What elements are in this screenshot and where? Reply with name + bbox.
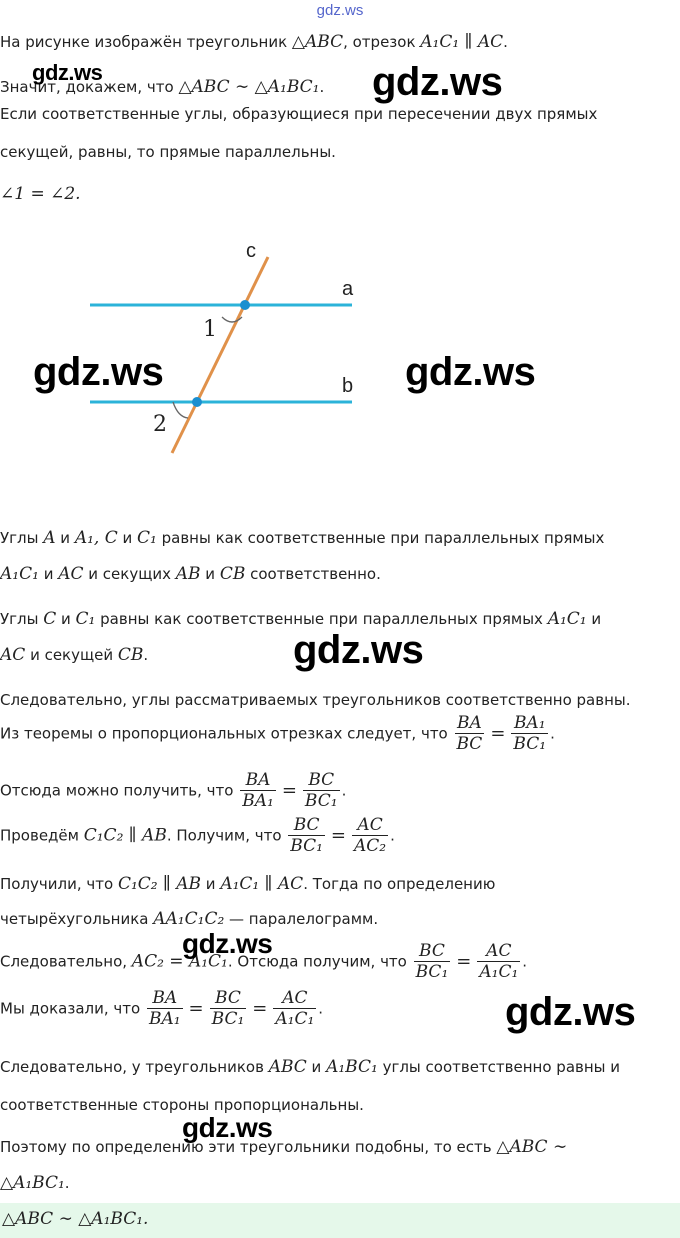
equals: = <box>252 998 268 1019</box>
watermark: gdz.ws <box>372 60 503 104</box>
watermark-header: gdz.ws <box>316 2 364 19</box>
math: A₁, C <box>74 528 118 548</box>
text: Отсюда можно получить, что <box>0 781 239 800</box>
text: и <box>56 610 76 628</box>
text: . <box>550 724 555 743</box>
text: . <box>143 646 149 664</box>
p2-line-2 <box>0 644 148 666</box>
text: и секущей <box>25 646 118 664</box>
p8 <box>0 908 378 930</box>
math: C <box>43 609 57 629</box>
fraction: $\frac{AC}{\text{A₁C₁}}$ <box>275 988 315 1029</box>
p3: Следовательно, углы рассматриваемых треугольников соответственно равны. <box>0 691 631 709</box>
watermark: gdz.ws <box>182 1112 273 1143</box>
intersection-point-b <box>192 397 202 407</box>
math: C₁C₂ ∥ AB <box>83 825 167 846</box>
fraction: $\frac{BA}{\text{BA₁}}$ <box>242 770 274 811</box>
text: . Получим, что <box>166 826 287 845</box>
text: На рисунке изображён треугольник <box>0 33 292 51</box>
intro-line-4: секущей, равны, то прямые параллельны. <box>0 143 336 161</box>
answer-math: △ABC ∼ △A₁BC₁. <box>2 1209 149 1229</box>
fraction: $\frac{AC}{\text{A₁C₁}}$ <box>479 941 519 982</box>
fraction: $\frac{BC}{\text{BC₁}}$ <box>415 941 449 982</box>
text: четырёхугольника <box>0 910 154 928</box>
text: Углы <box>0 610 44 628</box>
fraction: $\frac{\text{BA₁}}{\text{BC₁}}$ <box>513 713 547 754</box>
math: A₁C₁ ∥ AC <box>220 874 304 894</box>
fraction: $\frac{BC}{\text{BC₁}}$ <box>211 988 245 1029</box>
math: A₁BC₁ <box>326 1057 378 1077</box>
text: Мы доказали, что <box>0 999 145 1018</box>
text: соответственно. <box>245 565 381 583</box>
text: — паралелограмм. <box>224 910 379 928</box>
math: AA₁C₁C₂ <box>153 909 225 929</box>
text: и <box>38 565 59 583</box>
watermark: gdz.ws <box>33 350 164 394</box>
math: AB <box>175 564 201 584</box>
label-c: c <box>246 240 256 262</box>
p14 <box>0 1172 70 1194</box>
text: углы соответственно равны и <box>377 1058 621 1076</box>
fraction: $\frac{BC}{\text{BC₁}}$ <box>304 770 338 811</box>
equals: = <box>281 780 297 801</box>
equals: = <box>490 723 506 744</box>
math: △ABC ∼ △A₁BC₁ <box>178 77 320 97</box>
text: . <box>522 952 528 971</box>
fraction: $\frac{BA}{BC}$ <box>456 713 483 754</box>
answer-box <box>0 1203 680 1238</box>
equals: = <box>188 998 204 1019</box>
p7 <box>0 873 495 895</box>
text: Следовательно, у треугольников <box>0 1058 269 1076</box>
label-b: b <box>342 375 354 397</box>
text: Значит, докажем, что <box>0 78 179 96</box>
math: △ABC ∼ <box>496 1137 568 1157</box>
text: , отрезок <box>343 33 421 51</box>
text: . Тогда по определению <box>303 875 496 893</box>
text: и <box>306 1058 327 1076</box>
watermark: gdz.ws <box>32 60 103 85</box>
watermark: gdz.ws <box>182 928 273 959</box>
p6 <box>0 815 395 856</box>
math: C₁ <box>137 528 157 548</box>
math: ABC <box>268 1057 307 1077</box>
text: равны как соответственные при параллельных прямых <box>156 529 605 547</box>
math: AC <box>0 645 26 665</box>
p4 <box>0 713 555 754</box>
text: Поэтому по определению эти треугольники подобны, то есть <box>0 1138 497 1156</box>
p10 <box>0 988 323 1029</box>
text: . Отсюда получим, что <box>227 952 412 971</box>
intersection-point-a <box>240 300 250 310</box>
text: . <box>319 78 325 96</box>
text: . <box>64 1174 70 1192</box>
text: и <box>117 529 138 547</box>
text: Из теоремы о пропорциональных отрезках следует, что <box>0 724 453 743</box>
fraction: $\frac{BA}{\text{BA₁}}$ <box>148 988 181 1029</box>
fraction: $\frac{BC}{\text{BC₁}}$ <box>290 815 323 856</box>
math: A <box>43 528 56 548</box>
text: и <box>586 610 602 628</box>
p2-line-1 <box>0 608 601 630</box>
p1-line-1 <box>0 527 604 549</box>
watermark: gdz.ws <box>405 350 536 394</box>
text: . <box>318 999 324 1018</box>
watermark: gdz.ws <box>505 990 636 1034</box>
text: . <box>390 826 395 845</box>
text: Углы <box>0 529 44 547</box>
fraction: $\frac{AC}{\text{AC₂}}$ <box>354 815 387 856</box>
math: AC <box>58 564 84 584</box>
p12: соответственные стороны пропорциональны. <box>0 1096 364 1114</box>
math: △ABC <box>291 32 344 52</box>
math: A₁C₁ <box>0 564 39 584</box>
text: равны как соответственные при параллельных прямых <box>95 610 548 628</box>
math: CB <box>117 645 144 665</box>
math: △A₁BC₁ <box>0 1173 65 1193</box>
p1-line-2 <box>0 563 381 585</box>
label-2: 2 <box>153 412 167 437</box>
angle-equality: ∠1 = ∠2. <box>0 184 81 204</box>
p11 <box>0 1056 620 1078</box>
text: и <box>201 875 221 893</box>
intro-line-1 <box>0 31 508 53</box>
text: и секущих <box>83 565 176 583</box>
math: A₁C₁ <box>547 609 587 629</box>
text: . <box>341 781 347 800</box>
p5 <box>0 770 346 811</box>
label-a: a <box>342 278 354 300</box>
text: Получили, что <box>0 875 118 893</box>
math: CB <box>219 564 246 584</box>
watermark: gdz.ws <box>293 628 424 672</box>
label-1: 1 <box>203 317 217 342</box>
math: C₁C₂ ∥ AB <box>117 874 202 894</box>
math: C₁ <box>75 609 96 629</box>
equals: = <box>456 951 472 972</box>
math: AC₂ = A₁C₁ <box>131 951 228 972</box>
equals: = <box>330 825 347 846</box>
text: Следовательно, <box>0 952 132 971</box>
p13 <box>0 1136 567 1158</box>
text: Проведём <box>0 826 84 845</box>
text: . <box>503 33 508 51</box>
transversal-c <box>172 257 268 453</box>
angle-2-arc <box>173 402 188 418</box>
text: и <box>200 565 220 583</box>
intro-line-3: Если соответственные углы, образующиеся при пересечении двух прямых <box>0 105 598 123</box>
math: A₁C₁ ∥ AC <box>420 32 504 52</box>
text: и <box>55 529 75 547</box>
